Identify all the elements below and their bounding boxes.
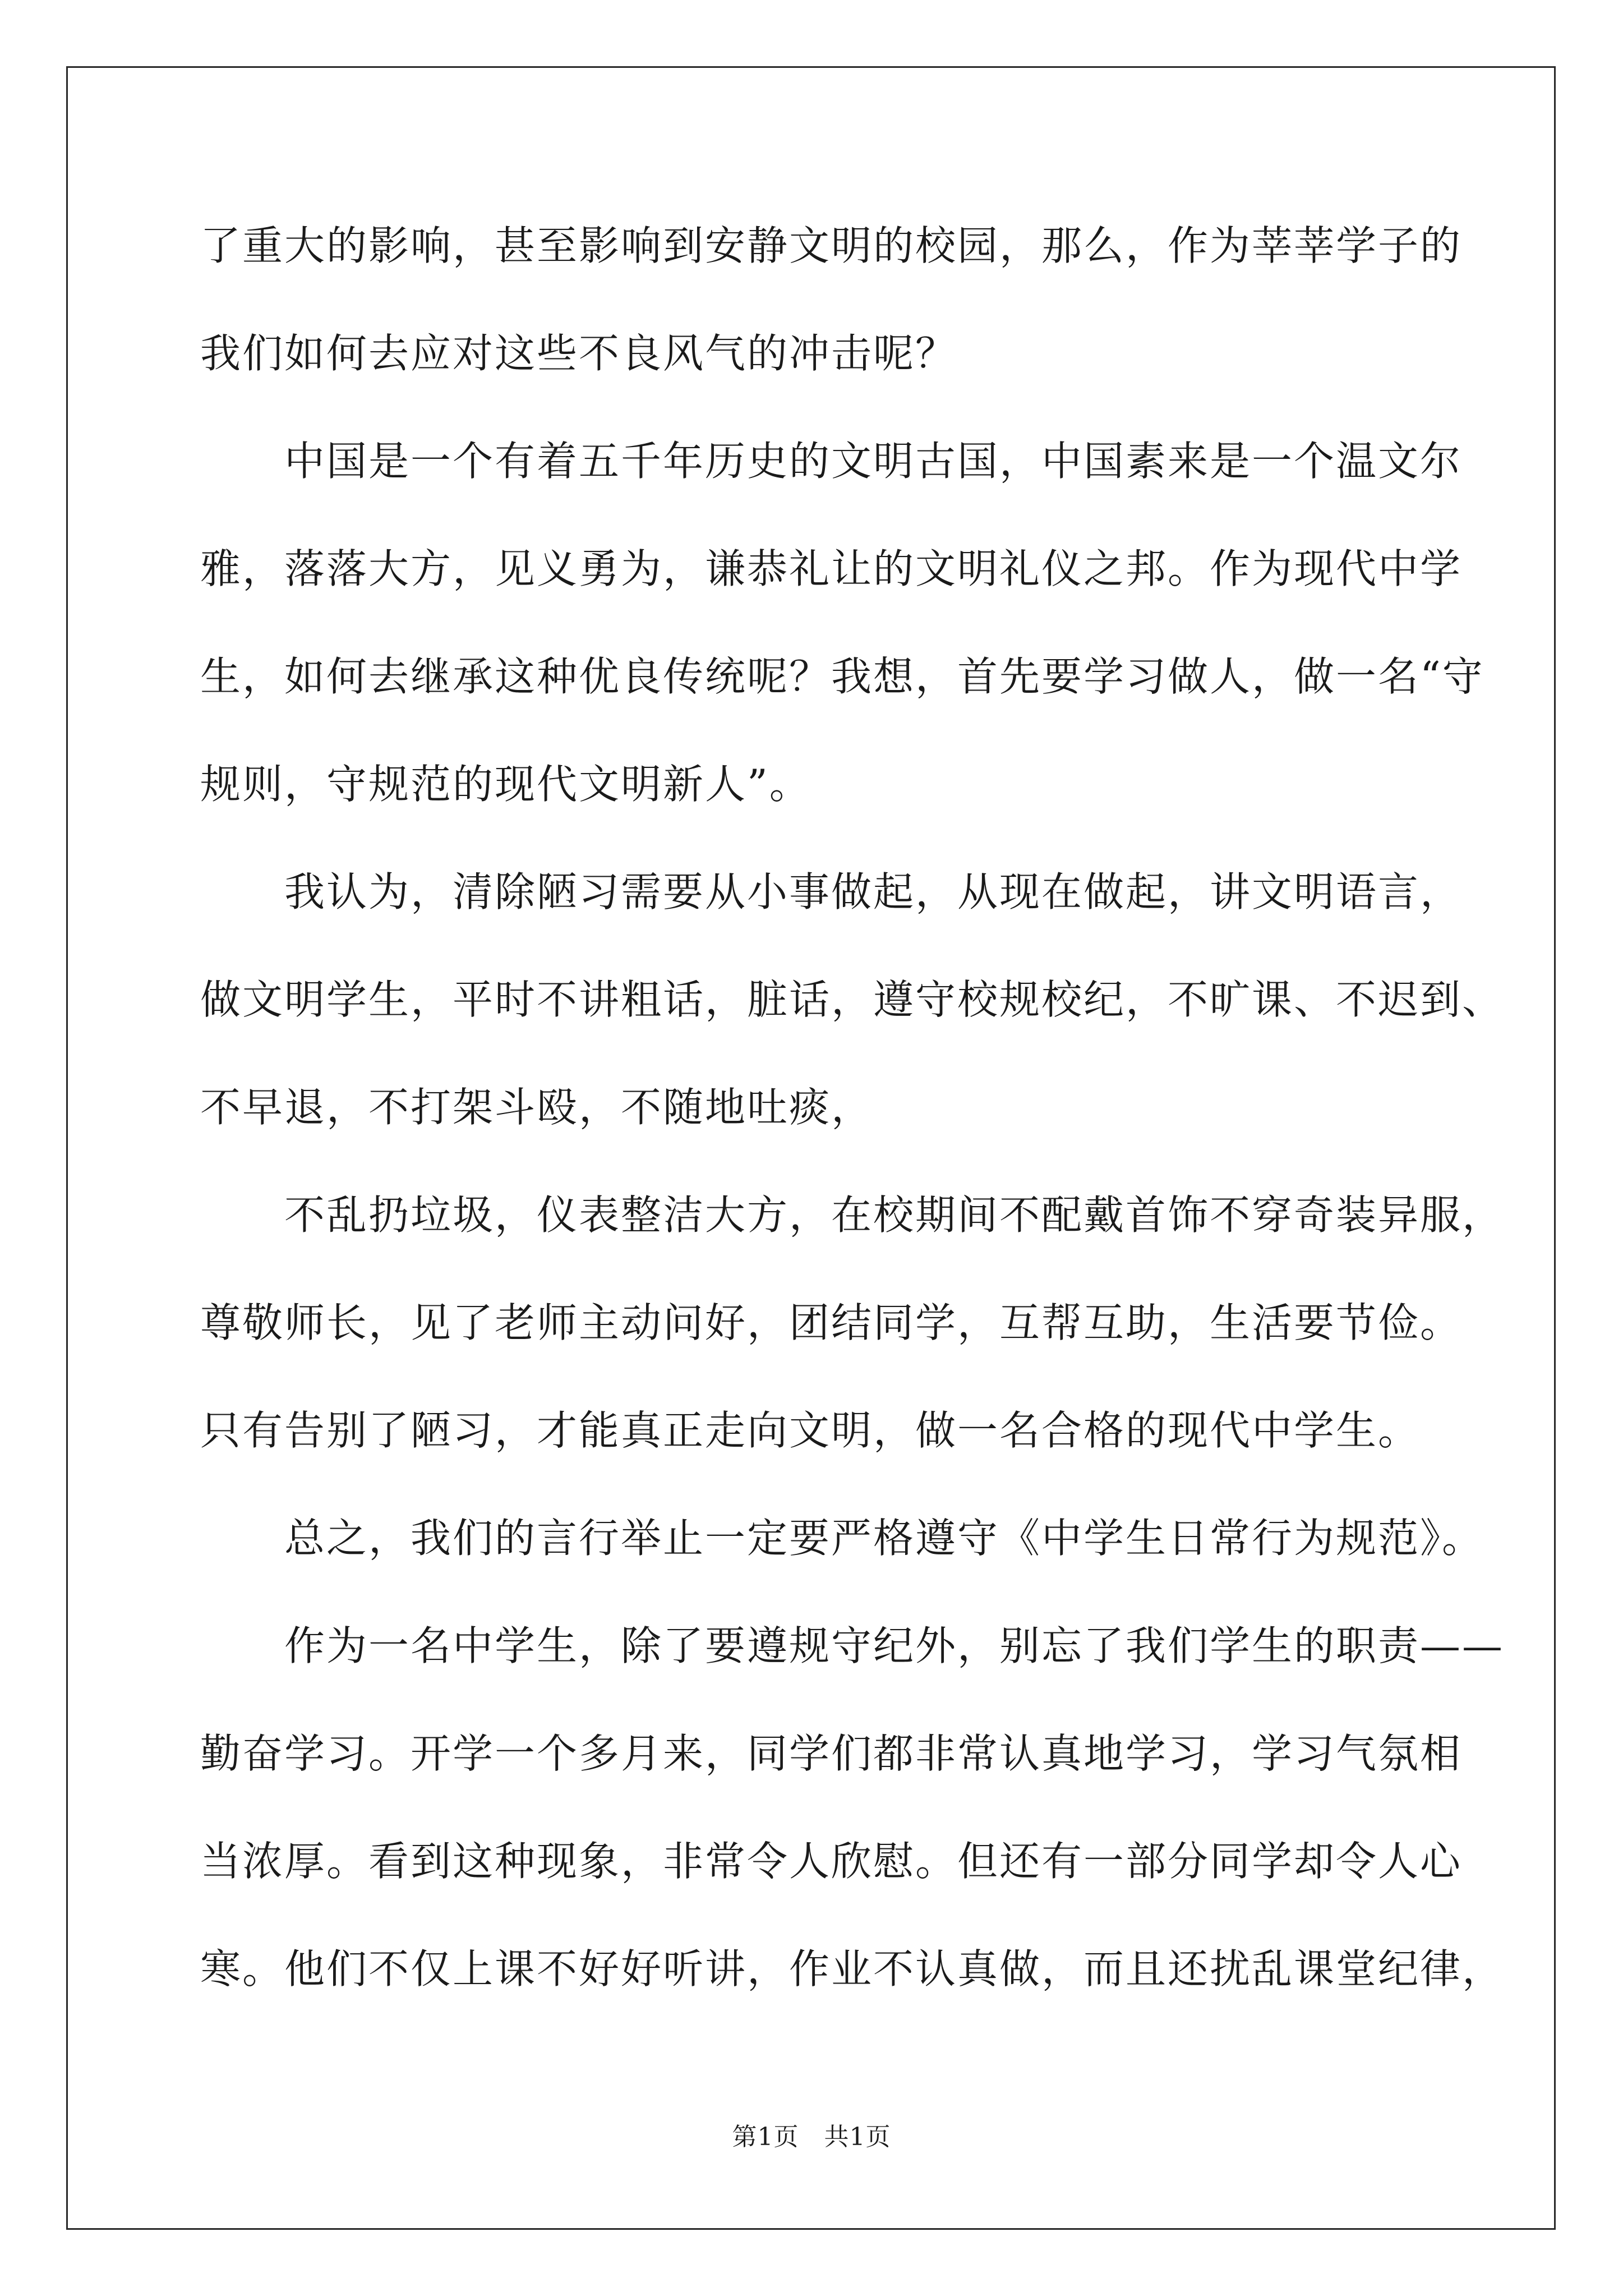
page-footer: 第1页 共1页	[732, 2123, 891, 2151]
document-body	[200, 219, 1505, 2050]
text-line: 我认为，清除陋习需要从小事做起，从现在做起，讲文明语言，	[284, 868, 1463, 915]
text-line: 规则，守规范的现代文明新人”。	[200, 761, 811, 808]
text-line: 雅，落落大方，见义勇为，谦恭礼让的文明礼仪之邦。作为现代中学	[200, 545, 1463, 592]
text-line: 了重大的影响，甚至影响到安静文明的校园，那么，作为莘莘学子的	[200, 222, 1463, 269]
text-line: 当浓厚。看到这种现象，非常令人欣慰。但还有一部分同学却令人心	[200, 1838, 1463, 1885]
text-line: 做文明学生，平时不讲粗话，脏话，遵守校规校纪，不旷课、不迟到、	[200, 976, 1505, 1023]
text-line: 我们如何去应对这些不良风气的冲击呢？	[200, 330, 958, 377]
text-line: 尊敬师长，见了老师主动问好，团结同学，互帮互助，生活要节俭。	[200, 1299, 1463, 1346]
text-line: 勤奋学习。开学一个多月来，同学们都非常认真地学习，学习气氛相	[200, 1730, 1463, 1777]
text-line: 总之，我们的言行举止一定要严格遵守《中学生日常行为规范》。	[284, 1515, 1484, 1562]
text-line: 不乱扔垃圾，仪表整洁大方，在校期间不配戴首饰不穿奇装异服，	[284, 1191, 1505, 1239]
text-line: 中国是一个有着五千年历史的文明古国，中国素来是一个温文尔	[284, 438, 1463, 485]
text-line: 只有告别了陋习，才能真正走向文明，做一名合格的现代中学生。	[200, 1407, 1421, 1454]
text-line: 生，如何去继承这种优良传统呢？我想，首先要学习做人，做一名“守	[200, 653, 1484, 700]
text-line: 不早退，不打架斗殴，不随地吐痰，	[200, 1084, 874, 1131]
text-line: 作为一名中学生，除了要遵规守纪外，别忘了我们学生的职责——	[284, 1622, 1505, 1669]
text-line: 寒。他们不仅上课不好好听讲，作业不认真做，而且还扰乱课堂纪律，	[200, 1945, 1505, 1993]
